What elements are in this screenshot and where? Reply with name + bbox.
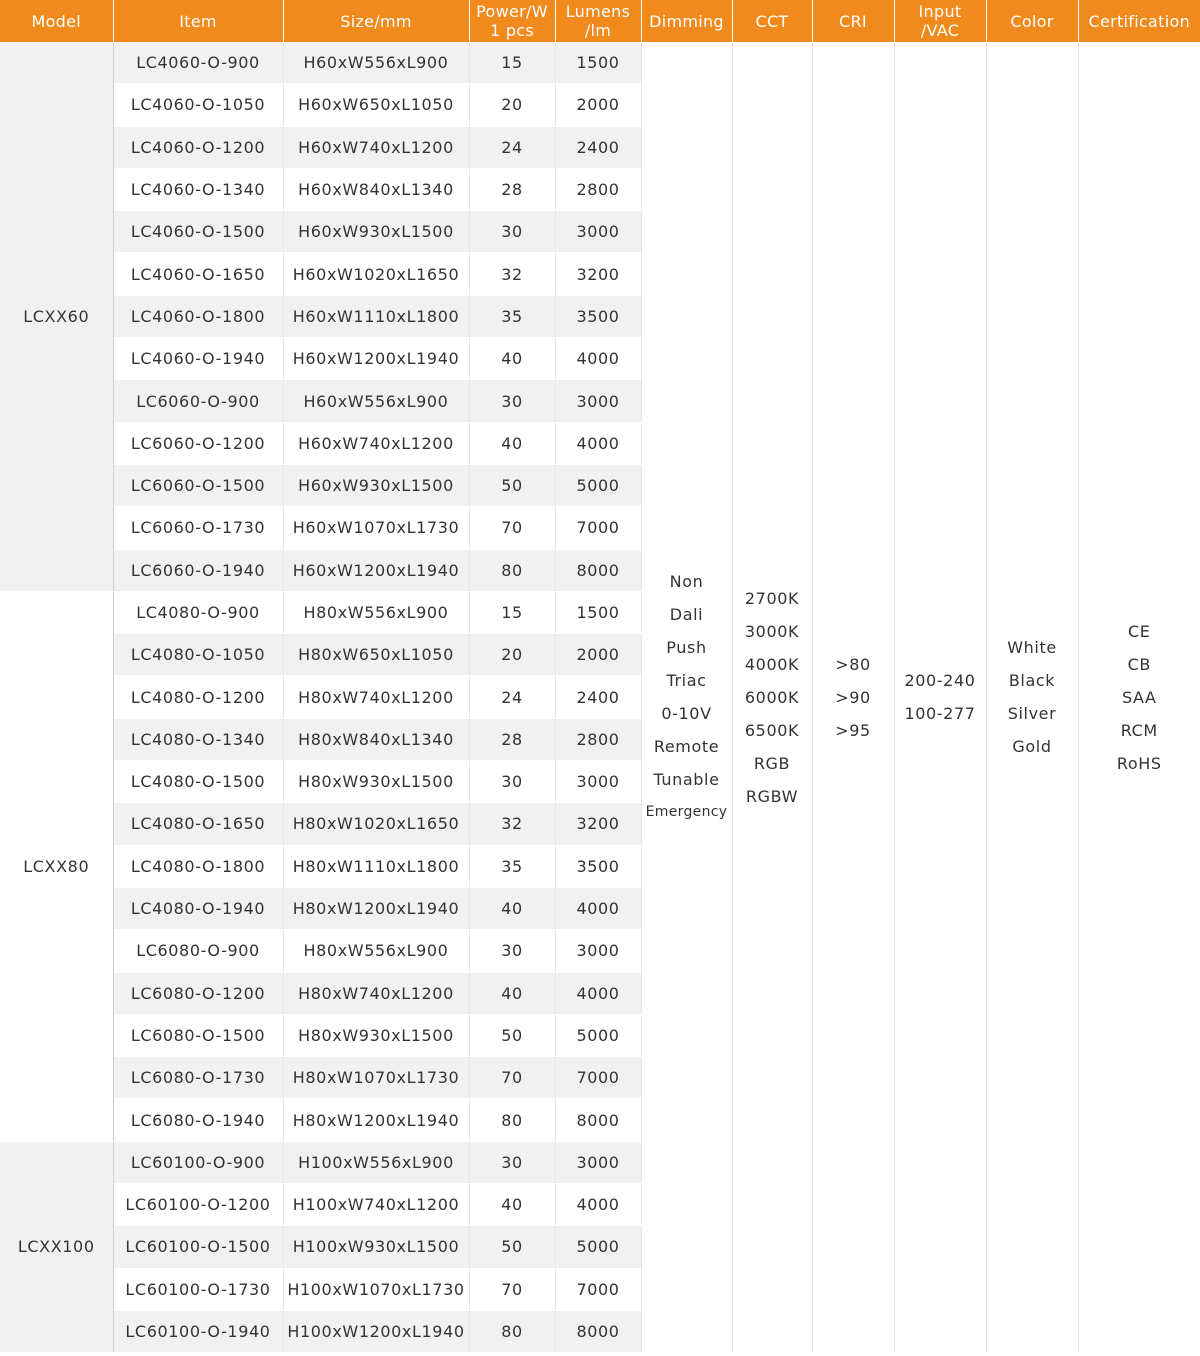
lumens-cell: 3500 (555, 845, 641, 887)
model-cell: LCXX100 (0, 1141, 113, 1352)
power-cell: 30 (469, 380, 555, 422)
size-cell: H100xW740xL1200 (283, 1184, 469, 1226)
power-cell: 28 (469, 168, 555, 210)
item-cell: LC6080-O-1730 (113, 1057, 283, 1099)
item-cell: LC60100-O-1940 (113, 1310, 283, 1352)
header-cct-label: CCT (755, 11, 789, 31)
power-cell: 50 (469, 464, 555, 506)
header-power-line2: 1 pcs (489, 21, 535, 40)
size-cell: H60xW1070xL1730 (283, 507, 469, 549)
lumens-cell: 2000 (555, 84, 641, 126)
size-cell: H100xW1070xL1730 (283, 1268, 469, 1310)
power-cell: 30 (469, 1141, 555, 1183)
dimming-cell (641, 42, 732, 1353)
lumens-cell: 5000 (555, 1226, 641, 1268)
cct-option: RGB (753, 753, 791, 773)
size-cell: H60xW930xL1500 (283, 464, 469, 506)
cct-cell (732, 42, 812, 1353)
power-cell: 40 (469, 887, 555, 929)
header-size (283, 0, 469, 42)
lumens-cell: 2800 (555, 168, 641, 210)
power-cell: 50 (469, 1014, 555, 1056)
item-cell: LC6060-O-1500 (113, 464, 283, 506)
power-cell: 32 (469, 253, 555, 295)
lumens-cell: 1500 (555, 591, 641, 633)
dimming-option: Remote (653, 737, 720, 757)
header-row (0, 0, 1200, 42)
size-cell: H60xW650xL1050 (283, 84, 469, 126)
item-cell: LC6080-O-1500 (113, 1014, 283, 1056)
certification-option: RoHS (1116, 753, 1162, 773)
size-cell: H80xW1070xL1730 (283, 1057, 469, 1099)
lumens-cell: 4000 (555, 887, 641, 929)
cri-option: >95 (835, 720, 871, 740)
size-cell: H80xW1200xL1940 (283, 1099, 469, 1141)
cct-option: 6500K (744, 720, 800, 740)
size-cell: H60xW1200xL1940 (283, 338, 469, 380)
size-cell: H100xW930xL1500 (283, 1226, 469, 1268)
certification-option: CB (1127, 654, 1151, 674)
power-cell: 40 (469, 1184, 555, 1226)
item-cell: LC6060-O-1200 (113, 422, 283, 464)
lumens-cell: 4000 (555, 422, 641, 464)
item-cell: LC6060-O-1730 (113, 507, 283, 549)
lumens-cell: 3000 (555, 211, 641, 253)
size-cell: H80xW650xL1050 (283, 634, 469, 676)
header-power-line1: Power/W (476, 2, 548, 21)
header-cri (812, 0, 894, 42)
item-cell: LC4060-O-1800 (113, 295, 283, 337)
header-lumens (555, 0, 641, 42)
lumens-cell: 3000 (555, 380, 641, 422)
size-cell: H80xW930xL1500 (283, 1014, 469, 1056)
cct-option: 3000K (744, 621, 800, 641)
color-option: White (1007, 638, 1057, 658)
lumens-cell: 3200 (555, 803, 641, 845)
size-cell: H60xW1020xL1650 (283, 253, 469, 295)
size-cell: H80xW930xL1500 (283, 761, 469, 803)
power-cell: 40 (469, 972, 555, 1014)
power-cell: 70 (469, 507, 555, 549)
input-option: 200-240 (904, 671, 976, 691)
item-cell: LC4060-O-1940 (113, 338, 283, 380)
dimming-option: Tunable (653, 770, 720, 790)
cct-option: 2700K (744, 588, 800, 608)
header-dimming (641, 0, 732, 42)
table-row (0, 42, 1200, 84)
item-cell: LC4060-O-1340 (113, 168, 283, 210)
item-cell: LC6080-O-1200 (113, 972, 283, 1014)
item-cell: LC6080-O-1940 (113, 1099, 283, 1141)
lumens-cell: 7000 (555, 1268, 641, 1310)
item-cell: LC4080-O-1800 (113, 845, 283, 887)
item-cell: LC4060-O-1200 (113, 126, 283, 168)
cct-option: 4000K (744, 654, 800, 674)
item-cell: LC4060-O-1500 (113, 211, 283, 253)
item-cell: LC4080-O-1500 (113, 761, 283, 803)
power-cell: 24 (469, 126, 555, 168)
size-cell: H60xW556xL900 (283, 42, 469, 84)
header-certification-label: Certification (1088, 11, 1191, 31)
lumens-cell: 4000 (555, 972, 641, 1014)
header-model-label: Model (31, 11, 82, 31)
size-cell: H60xW740xL1200 (283, 126, 469, 168)
size-cell: H80xW1020xL1650 (283, 803, 469, 845)
power-cell: 15 (469, 42, 555, 84)
lumens-cell: 2400 (555, 676, 641, 718)
header-lumens-line1: Lumens (565, 2, 631, 21)
size-cell: H80xW740xL1200 (283, 972, 469, 1014)
cri-option: >80 (835, 654, 871, 674)
item-cell: LC60100-O-1200 (113, 1184, 283, 1226)
size-cell: H60xW930xL1500 (283, 211, 469, 253)
lumens-cell: 3000 (555, 1141, 641, 1183)
lumens-cell: 7000 (555, 507, 641, 549)
item-cell: LC4080-O-1050 (113, 634, 283, 676)
dimming-option: Dali (669, 605, 704, 625)
power-cell: 40 (469, 422, 555, 464)
item-cell: LC4080-O-1940 (113, 887, 283, 929)
lumens-cell: 1500 (555, 42, 641, 84)
size-cell: H100xW556xL900 (283, 1141, 469, 1183)
cri-cell (812, 42, 894, 1353)
lumens-cell: 2800 (555, 718, 641, 760)
header-item-label: Item (179, 11, 217, 31)
model-cell: LCXX60 (0, 42, 113, 591)
lumens-cell: 3000 (555, 761, 641, 803)
size-cell: H60xW1200xL1940 (283, 549, 469, 591)
size-cell: H80xW840xL1340 (283, 718, 469, 760)
header-power (469, 0, 555, 42)
table-body (0, 42, 1200, 1353)
header-input-line2: /VAC (920, 21, 960, 40)
model-cell: LCXX80 (0, 591, 113, 1141)
size-cell: H60xW556xL900 (283, 380, 469, 422)
size-cell: H60xW1110xL1800 (283, 295, 469, 337)
power-cell: 24 (469, 676, 555, 718)
color-cell (986, 42, 1078, 1353)
item-cell: LC4080-O-1650 (113, 803, 283, 845)
power-cell: 28 (469, 718, 555, 760)
lumens-cell: 3500 (555, 295, 641, 337)
power-cell: 32 (469, 803, 555, 845)
item-cell: LC4060-O-1650 (113, 253, 283, 295)
power-cell: 30 (469, 930, 555, 972)
header-color (986, 0, 1078, 42)
lumens-cell: 7000 (555, 1057, 641, 1099)
item-cell: LC60100-O-900 (113, 1141, 283, 1183)
item-cell: LC4080-O-1200 (113, 676, 283, 718)
input-cell (894, 42, 986, 1353)
power-cell: 70 (469, 1057, 555, 1099)
header-lumens-line2: /lm (584, 21, 612, 40)
dimming-option: 0-10V (661, 704, 712, 724)
power-cell: 20 (469, 84, 555, 126)
power-cell: 80 (469, 1310, 555, 1352)
header-cct (732, 0, 812, 42)
color-option: Black (1008, 671, 1056, 691)
item-cell: LC6060-O-1940 (113, 549, 283, 591)
item-cell: LC6080-O-900 (113, 930, 283, 972)
certification-option: CE (1128, 621, 1151, 641)
item-cell: LC60100-O-1500 (113, 1226, 283, 1268)
header-input (894, 0, 986, 42)
lumens-cell: 5000 (555, 1014, 641, 1056)
header-item (113, 0, 283, 42)
power-cell: 35 (469, 295, 555, 337)
item-cell: LC4080-O-900 (113, 591, 283, 633)
cct-option: 6000K (744, 687, 800, 707)
power-cell: 15 (469, 591, 555, 633)
dimming-option: Non (669, 572, 704, 592)
lumens-cell: 2000 (555, 634, 641, 676)
power-cell: 40 (469, 338, 555, 380)
header-color-label: Color (1010, 11, 1054, 31)
lumens-cell: 3200 (555, 253, 641, 295)
lumens-cell: 2400 (555, 126, 641, 168)
input-option: 100-277 (904, 704, 976, 724)
power-cell: 80 (469, 549, 555, 591)
certification-option: RCM (1120, 720, 1158, 740)
item-cell: LC4060-O-900 (113, 42, 283, 84)
dimming-option: Emergency (645, 804, 728, 821)
power-cell: 70 (469, 1268, 555, 1310)
certification-cell (1078, 42, 1200, 1353)
item-cell: LC4080-O-1340 (113, 718, 283, 760)
size-cell: H80xW556xL900 (283, 930, 469, 972)
header-size-label: Size/mm (340, 11, 412, 31)
dimming-option: Triac (666, 671, 707, 691)
lumens-cell: 8000 (555, 549, 641, 591)
size-cell: H80xW740xL1200 (283, 676, 469, 718)
lumens-cell: 5000 (555, 464, 641, 506)
item-cell: LC4060-O-1050 (113, 84, 283, 126)
header-dimming-label: Dimming (649, 11, 724, 31)
power-cell: 30 (469, 211, 555, 253)
color-option: Silver (1007, 704, 1057, 724)
cct-option: RGBW (745, 786, 799, 806)
color-option: Gold (1012, 737, 1052, 757)
lumens-cell: 4000 (555, 1184, 641, 1226)
power-cell: 30 (469, 761, 555, 803)
size-cell: H100xW1200xL1940 (283, 1310, 469, 1352)
size-cell: H60xW840xL1340 (283, 168, 469, 210)
lumens-cell: 4000 (555, 338, 641, 380)
dimming-option: Push (666, 638, 707, 658)
size-cell: H80xW556xL900 (283, 591, 469, 633)
header-input-line1: Input (918, 2, 962, 21)
cri-option: >90 (835, 687, 871, 707)
power-cell: 50 (469, 1226, 555, 1268)
power-cell: 35 (469, 845, 555, 887)
size-cell: H80xW1110xL1800 (283, 845, 469, 887)
power-cell: 20 (469, 634, 555, 676)
size-cell: H80xW1200xL1940 (283, 887, 469, 929)
header-model (0, 0, 113, 42)
power-cell: 80 (469, 1099, 555, 1141)
certification-option: SAA (1121, 687, 1157, 707)
item-cell: LC60100-O-1730 (113, 1268, 283, 1310)
lumens-cell: 8000 (555, 1099, 641, 1141)
lumens-cell: 3000 (555, 930, 641, 972)
header-cri-label: CRI (839, 11, 867, 31)
header-certification (1078, 0, 1200, 42)
lumens-cell: 8000 (555, 1310, 641, 1352)
item-cell: LC6060-O-900 (113, 380, 283, 422)
size-cell: H60xW740xL1200 (283, 422, 469, 464)
